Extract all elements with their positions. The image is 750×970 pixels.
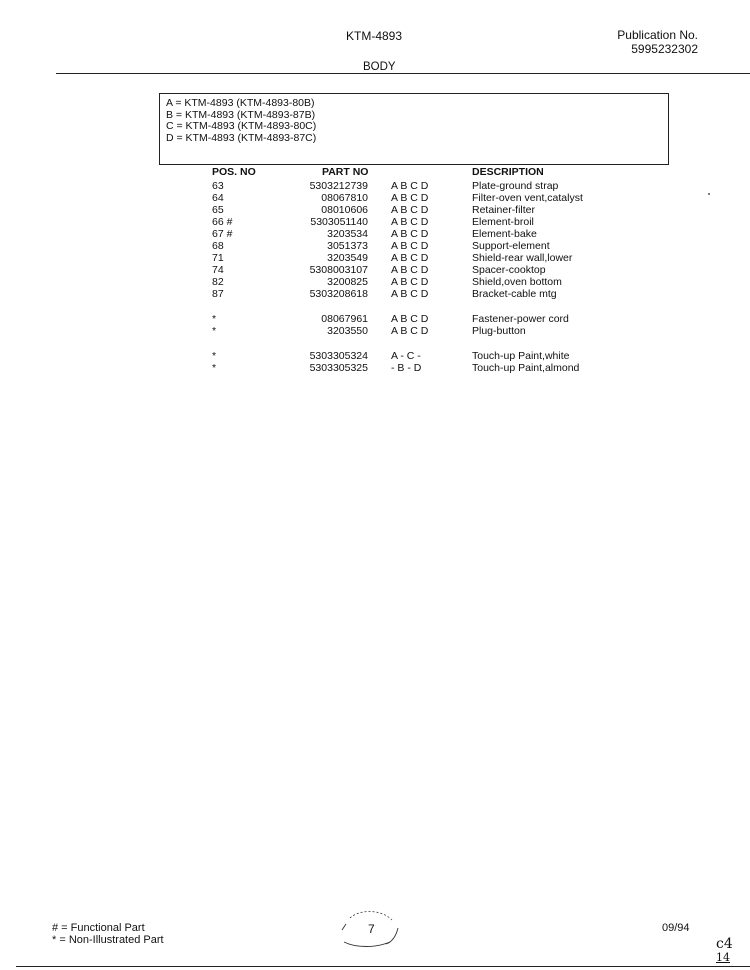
variant-a: A = KTM-4893 (KTM-4893-80B) <box>166 97 315 109</box>
codes-cell: A B C D <box>391 180 429 192</box>
table-row <box>0 313 750 325</box>
description-cell: Filter-oven vent,catalyst <box>472 192 583 204</box>
table-row <box>0 350 750 362</box>
pos-cell: 63 <box>212 180 224 192</box>
pos-cell: 82 <box>212 276 224 288</box>
header-divider <box>56 73 750 74</box>
part-cell: 3051373 <box>327 240 368 252</box>
revision-date: 09/94 <box>662 922 690 934</box>
footer-legend <box>52 922 164 946</box>
description-cell: Shield,oven bottom <box>472 276 562 288</box>
variant-c: C = KTM-4893 (KTM-4893-80C) <box>166 120 317 132</box>
table-row <box>0 252 750 264</box>
part-cell: 5303305325 <box>309 362 368 374</box>
table-row <box>0 288 750 300</box>
codes-cell: A B C D <box>391 288 429 300</box>
description-cell: Plug-button <box>472 325 526 337</box>
codes-cell: A B C D <box>391 313 429 325</box>
model-number: KTM-4893 <box>346 29 403 43</box>
table-row <box>0 264 750 276</box>
description-cell: Element-broil <box>472 216 534 228</box>
codes-cell: - B - D <box>391 362 422 374</box>
description-cell: Plate-ground strap <box>472 180 559 192</box>
description-cell: Touch-up Paint,almond <box>472 362 580 374</box>
variant-d: D = KTM-4893 (KTM-4893-87C) <box>166 131 317 144</box>
handwritten-top: c4 <box>716 936 733 952</box>
part-cell: 3200825 <box>327 276 368 288</box>
publication-info <box>617 28 698 56</box>
section-title: BODY <box>363 61 396 73</box>
part-cell: 3203534 <box>327 228 368 240</box>
legend-non-illustrated: * = Non-Illustrated Part <box>52 934 164 946</box>
part-cell: 5303212739 <box>309 180 368 192</box>
pos-cell: * <box>212 350 217 362</box>
column-header-part: PART NO <box>322 166 369 178</box>
description-cell: Retainer-filter <box>472 204 536 216</box>
legend-functional: # = Functional Part <box>52 922 145 934</box>
part-cell: 3203550 <box>327 325 368 337</box>
pos-cell: 87 <box>212 288 224 300</box>
handwritten-note <box>716 938 733 964</box>
description-cell: Bracket-cable mtg <box>472 288 557 300</box>
description-cell: Support-element <box>472 240 550 252</box>
table-row <box>0 362 750 374</box>
pos-cell: * <box>212 313 217 325</box>
pos-cell: 71 <box>212 252 224 264</box>
description-cell: Spacer-cooktop <box>472 264 546 276</box>
description-cell: Touch-up Paint,white <box>472 350 570 362</box>
part-cell: 5308003107 <box>309 264 368 276</box>
codes-cell: A B C D <box>391 264 429 276</box>
publication-label: Publication No. <box>617 28 698 42</box>
pos-cell: 64 <box>212 192 224 204</box>
column-header-description: DESCRIPTION <box>472 166 544 178</box>
pos-cell: 74 <box>212 264 224 276</box>
description-cell: Element-bake <box>472 228 537 240</box>
codes-cell: A B C D <box>391 192 429 204</box>
codes-cell: A B C D <box>391 240 429 252</box>
variant-b: B = KTM-4893 (KTM-4893-87B) <box>166 108 316 121</box>
page-number: 7 <box>368 922 375 936</box>
part-cell: 08010606 <box>321 204 368 216</box>
codes-cell: A B C D <box>391 276 429 288</box>
part-cell: 5303305324 <box>309 350 368 362</box>
variant-legend-box <box>159 93 669 165</box>
table-row <box>0 216 750 228</box>
scan-speck <box>708 193 710 195</box>
pos-cell: 66 # <box>212 216 233 228</box>
handwritten-bottom: 14 <box>716 951 730 964</box>
codes-cell: A B C D <box>391 204 429 216</box>
pos-cell: 65 <box>212 204 224 216</box>
pos-cell: 67 # <box>212 228 233 240</box>
table-row <box>0 192 750 204</box>
description-cell: Shield-rear wall,lower <box>472 252 573 264</box>
publication-number: 5995232302 <box>631 42 698 56</box>
footer-divider <box>16 966 750 967</box>
part-cell: 5303051140 <box>310 216 368 228</box>
table-row <box>0 228 750 240</box>
pos-cell: 68 <box>212 240 224 252</box>
codes-cell: A - C - <box>391 350 421 362</box>
codes-cell: A B C D <box>391 252 429 264</box>
pos-cell: * <box>212 325 217 337</box>
table-row <box>0 325 750 337</box>
pos-cell: * <box>212 362 217 374</box>
table-row <box>0 240 750 252</box>
table-row <box>0 180 750 192</box>
description-cell: Fastener-power cord <box>472 313 569 325</box>
part-cell: 08067961 <box>321 313 368 325</box>
table-row <box>0 204 750 216</box>
column-header-pos: POS. NO <box>212 166 256 178</box>
part-cell: 3203549 <box>327 252 368 264</box>
codes-cell: A B C D <box>391 325 429 337</box>
part-cell: 5303208618 <box>309 288 368 300</box>
codes-cell: A B C D <box>391 228 429 240</box>
codes-cell: A B C D <box>391 216 429 228</box>
table-row <box>0 276 750 288</box>
part-cell: 08067810 <box>321 192 368 204</box>
